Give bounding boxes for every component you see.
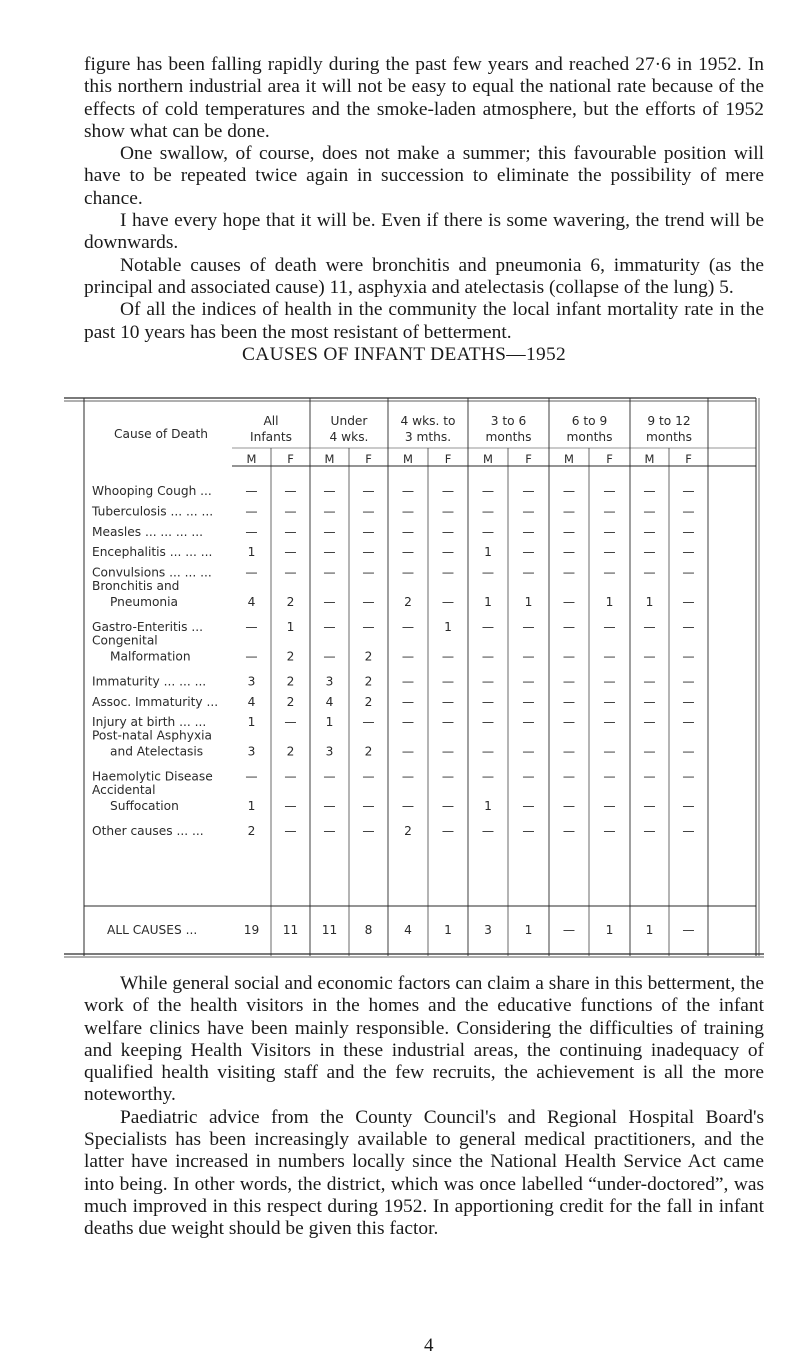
- cell-value: —: [284, 824, 297, 838]
- cell-value: —: [245, 620, 258, 634]
- sub-header-m: M: [246, 452, 257, 466]
- cell-value: —: [401, 504, 415, 519]
- group-header-line1: Under: [330, 414, 368, 428]
- cell-value: 4: [247, 694, 256, 709]
- cell-value: —: [603, 769, 616, 784]
- cell-value: —: [323, 595, 336, 609]
- cell-value: —: [682, 799, 695, 813]
- cause-label: Injury at birth ... ...: [92, 715, 207, 730]
- cell-value: —: [401, 484, 415, 498]
- cell-value: —: [603, 799, 616, 813]
- cell-value: —: [682, 504, 695, 519]
- cell-value: —: [284, 769, 297, 784]
- sub-header-f: F: [606, 452, 613, 466]
- cell-value: —: [401, 674, 415, 689]
- infant-deaths-table-frame: [64, 398, 764, 956]
- paragraph-3: I have every hope that it will be. Even if there is some wavering, the trend will be downwards.: [84, 210, 764, 254]
- cell-value: —: [562, 504, 576, 519]
- paragraph-4: Notable causes of death were bronchitis and pneumonia 6, immaturity (as the principal and associated cause) 11, asphyxia and atelectasis (collapse of the lung) 5.: [84, 254, 764, 298]
- cell-value: —: [603, 674, 616, 689]
- group-header-line1: 9 to 12: [647, 414, 691, 428]
- cell-value: —: [481, 824, 495, 838]
- group-header-line2: 3 mths.: [404, 430, 452, 444]
- sub-header-m: M: [324, 452, 335, 466]
- cause-label: Post-natal Asphyxia: [92, 728, 213, 743]
- cell-value: —: [562, 674, 576, 689]
- cell-value: —: [682, 649, 695, 664]
- cell-value: —: [401, 524, 415, 539]
- cell-value: —: [481, 769, 495, 784]
- cell-value: —: [362, 824, 375, 838]
- cell-value: —: [362, 504, 375, 519]
- cell-value: 2: [404, 824, 412, 838]
- group-header-line1: All: [263, 414, 279, 428]
- cell-value: 1: [645, 595, 654, 609]
- cell-value: —: [603, 565, 616, 580]
- cell-value: —: [441, 674, 455, 689]
- cause-label-cont: Malformation: [110, 649, 191, 664]
- cell-value: —: [441, 595, 455, 609]
- cell-value: —: [245, 565, 258, 580]
- cell-value: —: [401, 694, 415, 709]
- cell-value: 2: [364, 694, 373, 709]
- total-value: 1: [645, 923, 654, 937]
- cell-value: —: [522, 484, 535, 498]
- cell-value: —: [323, 649, 336, 664]
- group-header-line2: months: [566, 430, 613, 444]
- cell-value: —: [643, 565, 656, 580]
- cell-value: —: [441, 824, 455, 838]
- cell-value: —: [682, 824, 695, 838]
- cell-value: —: [562, 744, 576, 759]
- cell-value: 2: [364, 674, 373, 689]
- cell-value: 3: [325, 674, 334, 689]
- cell-value: —: [362, 545, 375, 560]
- total-value: 1: [605, 923, 614, 937]
- total-value: 8: [364, 923, 373, 937]
- cell-value: —: [245, 649, 258, 664]
- cell-value: —: [603, 715, 616, 730]
- cell-value: 1: [325, 715, 334, 730]
- table-title: CAUSES OF INFANT DEATHS—1952: [242, 343, 566, 365]
- cell-value: —: [245, 524, 258, 539]
- cell-value: —: [603, 524, 616, 539]
- cell-value: —: [401, 545, 415, 560]
- cell-value: —: [682, 620, 695, 634]
- cause-label: Assoc. Immaturity ...: [92, 694, 219, 709]
- cell-value: —: [522, 524, 535, 539]
- cell-value: —: [643, 524, 656, 539]
- cell-value: —: [481, 524, 495, 539]
- infant-deaths-table: [64, 398, 764, 956]
- cell-value: —: [362, 620, 375, 634]
- sub-header-m: M: [564, 452, 574, 466]
- cell-value: —: [362, 565, 375, 580]
- cell-value: —: [682, 744, 695, 759]
- cell-value: —: [362, 769, 375, 784]
- cell-value: —: [562, 565, 576, 580]
- total-value: —: [682, 923, 695, 937]
- cell-value: —: [643, 799, 656, 813]
- cell-value: 1: [444, 620, 452, 634]
- cell-value: 2: [286, 694, 295, 709]
- cell-value: —: [245, 769, 258, 784]
- total-value: 4: [404, 923, 412, 937]
- cause-label: Measles ... ... ... ...: [92, 524, 204, 539]
- cell-value: —: [522, 545, 535, 560]
- paragraph-1: figure has been falling rapidly during the past few years and reached 27·6 in 1952. In this northern industrial area it will not be easy to equal the national rate because of the effects of cold temperatures and the smoke-laden atmosphere, but the efforts of 1952 show what can be done.: [84, 54, 764, 142]
- cell-value: —: [522, 674, 535, 689]
- cell-value: —: [441, 565, 455, 580]
- cell-value: —: [522, 620, 535, 634]
- paragraph-2: One swallow, of course, does not make a summer; this favourable position will have to be repeated twice again in succession to eliminate the possibility of mere chance.: [84, 143, 764, 209]
- cell-value: 1: [247, 715, 256, 730]
- cause-label-cont: and Atelectasis: [110, 744, 204, 759]
- cell-value: 3: [247, 744, 256, 759]
- group-header-line2: Infants: [250, 430, 292, 444]
- cell-value: —: [284, 484, 297, 498]
- cell-value: —: [323, 504, 336, 519]
- cause-header: Cause of Death: [114, 427, 208, 441]
- cell-value: —: [284, 799, 297, 813]
- cause-label: Tuberculosis ... ... ...: [92, 504, 214, 519]
- cell-value: —: [643, 504, 656, 519]
- cell-value: —: [441, 715, 455, 730]
- cell-value: —: [323, 799, 336, 813]
- cell-value: —: [643, 694, 656, 709]
- cell-value: —: [401, 744, 415, 759]
- cell-value: —: [682, 595, 695, 609]
- cell-value: —: [522, 769, 535, 784]
- cell-value: —: [362, 484, 375, 498]
- sub-header-m: M: [483, 452, 493, 466]
- cell-value: —: [245, 484, 258, 498]
- cell-value: —: [441, 799, 455, 813]
- cell-value: —: [401, 799, 415, 813]
- cell-value: —: [682, 484, 695, 498]
- cell-value: —: [682, 715, 695, 730]
- bottom-text: [84, 973, 764, 1241]
- cell-value: —: [562, 769, 576, 784]
- paragraph-7: Paediatric advice from the County Council's and Regional Hospital Board's Specialists has been increasingly available to general medical practitioners, and the latter have increased in numbers locally since the National Health Service Act came into being. In other words, the district, which was once labelled “under-doctored”, was much improved in this respect during 1952. In apportioning credit for the fall in infant deaths due weight should be given this factor.: [84, 1106, 764, 1240]
- cell-value: —: [481, 620, 495, 634]
- cause-label-cont: Pneumonia: [110, 595, 178, 609]
- cell-value: 1: [484, 545, 492, 560]
- cell-value: —: [481, 504, 495, 519]
- cell-value: —: [284, 504, 297, 519]
- cell-value: —: [481, 715, 495, 730]
- cell-value: 2: [404, 595, 412, 609]
- cell-value: —: [284, 715, 297, 730]
- cell-value: —: [481, 694, 495, 709]
- cell-value: —: [522, 504, 535, 519]
- cell-value: 1: [605, 595, 614, 609]
- total-value: 1: [444, 923, 452, 937]
- cause-label: Gastro-Enteritis ...: [92, 620, 203, 634]
- cell-value: —: [603, 824, 616, 838]
- cell-value: —: [481, 744, 495, 759]
- cell-value: —: [562, 824, 576, 838]
- cell-value: —: [323, 524, 336, 539]
- cause-label: Convulsions ... ... ...: [92, 565, 212, 580]
- cell-value: 1: [247, 545, 256, 560]
- cell-value: —: [643, 545, 656, 560]
- cell-value: —: [522, 649, 535, 664]
- total-value: 1: [524, 923, 533, 937]
- cell-value: —: [603, 504, 616, 519]
- cell-value: 2: [286, 649, 295, 664]
- cell-value: —: [682, 524, 695, 539]
- cell-value: —: [323, 620, 336, 634]
- cell-value: 1: [286, 620, 295, 634]
- cell-value: —: [522, 565, 535, 580]
- cell-value: —: [562, 524, 576, 539]
- cell-value: —: [562, 649, 576, 664]
- cell-value: 1: [484, 799, 492, 813]
- cell-value: —: [401, 769, 415, 784]
- cell-value: 2: [286, 674, 295, 689]
- cell-value: 2: [364, 649, 373, 664]
- cell-value: —: [682, 694, 695, 709]
- group-header-line2: 4 wks.: [329, 430, 369, 444]
- sub-header-f: F: [365, 452, 372, 466]
- cell-value: —: [481, 484, 495, 498]
- cell-value: —: [643, 744, 656, 759]
- cell-value: —: [643, 824, 656, 838]
- cause-label: Whooping Cough ...: [92, 484, 212, 498]
- cell-value: 2: [286, 744, 295, 759]
- cell-value: —: [362, 595, 375, 609]
- cell-value: —: [603, 744, 616, 759]
- cell-value: —: [323, 545, 336, 560]
- page-number: 4: [424, 1335, 434, 1356]
- cell-value: —: [643, 674, 656, 689]
- cell-value: —: [362, 524, 375, 539]
- cell-value: —: [682, 769, 695, 784]
- cell-value: —: [323, 565, 336, 580]
- paragraph-5: Of all the indices of health in the community the local infant mortality rate in the past 10 years has been the most resistant of betterment.: [84, 299, 764, 343]
- cell-value: —: [441, 694, 455, 709]
- cell-value: —: [682, 565, 695, 580]
- cell-value: —: [401, 620, 415, 634]
- cell-value: 4: [325, 694, 334, 709]
- cell-value: —: [401, 565, 415, 580]
- cell-value: —: [441, 649, 455, 664]
- total-value: 3: [484, 923, 492, 937]
- cell-value: —: [284, 565, 297, 580]
- cell-value: —: [643, 649, 656, 664]
- sub-header-f: F: [525, 452, 532, 466]
- cell-value: —: [562, 595, 576, 609]
- cell-value: 1: [524, 595, 533, 609]
- cell-value: —: [441, 545, 455, 560]
- cell-value: 2: [364, 744, 373, 759]
- total-value: 19: [243, 923, 260, 937]
- cell-value: —: [441, 504, 455, 519]
- group-header-line1: 4 wks. to: [400, 414, 456, 428]
- group-header-line1: 3 to 6: [490, 414, 527, 428]
- cell-value: —: [522, 744, 535, 759]
- cause-label: Encephalitis ... ... ...: [92, 545, 213, 560]
- total-value: 11: [282, 923, 299, 937]
- group-header-line1: 6 to 9: [571, 414, 608, 428]
- cell-value: 1: [484, 595, 492, 609]
- cell-value: —: [481, 649, 495, 664]
- cell-value: —: [284, 524, 297, 539]
- cell-value: —: [401, 715, 415, 730]
- cell-value: —: [481, 565, 495, 580]
- cell-value: —: [441, 769, 455, 784]
- cell-value: 2: [247, 824, 256, 838]
- top-text: [84, 54, 764, 366]
- sub-header-m: M: [403, 452, 413, 466]
- cell-value: —: [562, 694, 576, 709]
- cause-label: Bronchitis and: [92, 579, 180, 593]
- cell-value: —: [362, 715, 375, 730]
- sub-header-m: M: [644, 452, 655, 466]
- cause-label: Congenital: [92, 633, 158, 648]
- cell-value: —: [562, 545, 576, 560]
- cell-value: —: [603, 484, 616, 498]
- cause-label: Other causes ... ...: [92, 824, 204, 838]
- total-value: —: [562, 923, 576, 937]
- cell-value: —: [441, 744, 455, 759]
- group-header-line2: months: [485, 430, 532, 444]
- cell-value: —: [643, 715, 656, 730]
- cell-value: —: [401, 649, 415, 664]
- cell-value: —: [603, 545, 616, 560]
- cell-value: —: [643, 769, 656, 784]
- sub-header-f: F: [685, 452, 692, 466]
- cell-value: 3: [247, 674, 256, 689]
- cell-value: —: [643, 620, 656, 634]
- cause-label: Haemolytic Disease: [92, 769, 213, 784]
- cell-value: —: [323, 824, 336, 838]
- cell-value: —: [682, 674, 695, 689]
- cell-value: 2: [286, 595, 295, 609]
- cell-value: —: [603, 694, 616, 709]
- cell-value: —: [682, 545, 695, 560]
- cell-value: 1: [247, 799, 256, 813]
- cell-value: —: [441, 524, 455, 539]
- cell-value: —: [603, 649, 616, 664]
- cell-value: —: [522, 799, 535, 813]
- cell-value: —: [323, 769, 336, 784]
- cell-value: —: [245, 504, 258, 519]
- cell-value: —: [323, 484, 336, 498]
- cell-value: —: [562, 620, 576, 634]
- cause-label: Accidental: [92, 783, 156, 797]
- cell-value: 4: [247, 595, 256, 609]
- cell-value: 3: [325, 744, 334, 759]
- cause-label-cont: Suffocation: [110, 799, 179, 813]
- group-header-line2: months: [646, 430, 692, 444]
- cell-value: —: [481, 674, 495, 689]
- cell-value: —: [562, 799, 576, 813]
- total-label: ALL CAUSES ...: [107, 923, 198, 937]
- cell-value: —: [562, 715, 576, 730]
- cell-value: —: [562, 484, 576, 498]
- sub-header-f: F: [444, 452, 452, 466]
- cell-value: —: [441, 484, 455, 498]
- cell-value: —: [362, 799, 375, 813]
- cause-label: Immaturity ... ... ...: [92, 674, 207, 689]
- cell-value: —: [603, 620, 616, 634]
- paragraph-6: While general social and economic factors can claim a share in this betterment, the work of the health visitors in the homes and the educative functions of the infant welfare clinics have been mainly responsible. Considering the difficulties of training and keeping Health Visitors in these industrial areas, the continuing inadequacy of qualified health visiting staff and the few recruits, the achievement is all the more noteworthy.: [84, 973, 764, 1106]
- sub-header-f: F: [287, 452, 294, 466]
- cell-value: —: [643, 484, 656, 498]
- cell-value: —: [284, 545, 297, 560]
- cell-value: —: [522, 694, 535, 709]
- cell-value: —: [522, 824, 535, 838]
- total-value: 11: [321, 923, 338, 937]
- cell-value: —: [522, 715, 535, 730]
